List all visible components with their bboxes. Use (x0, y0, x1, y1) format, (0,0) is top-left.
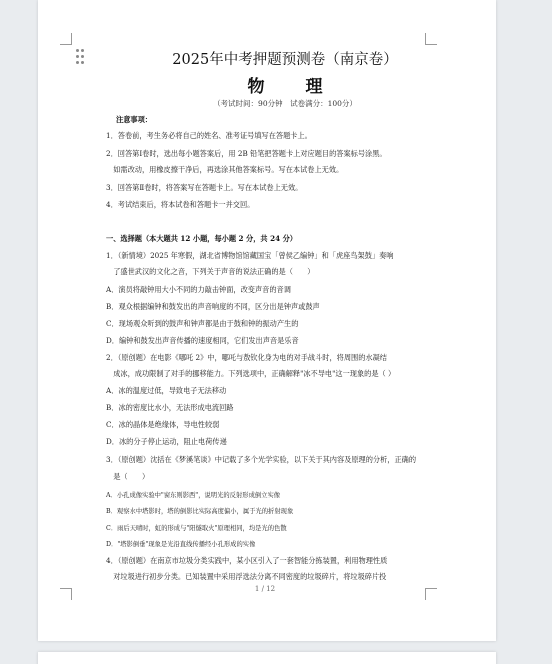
question-2-line: 成冰，成功限制了对手的挪移能力。下列选项中，正确解释"冰不导电"这一现象的是（ ） (106, 369, 396, 378)
question-2-line: 2．（原创题）在电影《哪吒 2》中，哪吒与敖钦化身为电的对手战斗时，将周围的水凝结 (106, 353, 387, 362)
note-line: 1．答卷前，考生务必将自己的姓名、准考证号填写在答题卡上。 (106, 131, 312, 140)
crop-mark-bottom-left (60, 588, 72, 600)
subject-heading: 物 理 (247, 77, 335, 97)
question-3-line: 3．（原创题）沈括在《梦溪笔谈》中记载了多个光学实验，以下关于其内容及原理的分析，正确的 (106, 455, 417, 464)
question-2-option: D．冰的分子停止运动，阻止电荷传递 (106, 437, 227, 446)
drag-handle-icon[interactable] (76, 49, 86, 65)
exam-info: （考试时间：90分钟 试卷满分：100分） (213, 99, 357, 108)
question-3-option: C．雨后天晴时，虹的形成与"阳燧取火"原理相同，均是光的色散 (106, 525, 287, 532)
note-line: 4．考试结束后，将本试卷和答题卡一并交回。 (106, 200, 255, 209)
question-3-option: D．"塔影倒垂"现象是光沿直线传播经小孔形成的实像 (106, 541, 256, 548)
notes-heading: 注意事项： (116, 115, 152, 124)
question-1-option: C．现场观众听到的鼓声和钟声都是由于鼓和钟的振动产生的 (106, 319, 299, 328)
question-3-option: A．小孔成像实验中"窗东则影西"，说明光的反射形成倒立实像 (106, 492, 281, 499)
question-4-line: 对垃圾进行初步分类。已知装置中采用浮选法分离不同密度的垃圾碎片，将垃圾碎片投 (106, 572, 387, 581)
crop-mark-top-left (60, 33, 72, 45)
question-2-option: C．冰的晶体是绝缘体，导电性较弱 (106, 420, 220, 429)
question-1-line: 了盛世武汉的文化之音，下列关于声音的说法正确的是（ ） (106, 267, 315, 276)
question-3-option: B．观察水中塔影时，塔的倒影比实际高度偏小，属于光的折射现象 (106, 508, 294, 515)
note-line: 3．回答第Ⅱ卷时，将答案写在答题卡上。写在本试卷上无效。 (106, 183, 303, 192)
note-line: 如需改动，用橡皮擦干净后，再选涂其他答案标号。写在本试卷上无效。 (106, 165, 344, 174)
crop-mark-bottom-right (425, 588, 437, 600)
question-2-option: B．冰的密度比水小，无法形成电流回路 (106, 403, 234, 412)
document-title: 2025年中考押题预测卷（南京卷） (172, 52, 398, 68)
crop-mark-top-right (425, 33, 437, 45)
question-1-line: 1．（新情境）2025 年寒假，湖北省博物馆馆藏国宝「曾侯乙编钟」和「虎座鸟架鼓」奏响 (106, 251, 394, 260)
question-1-option: A．演员将敲钟用大小不同的力敲击钟面，改变声音的音调 (106, 285, 291, 294)
question-2-option: A．冰的温度过低，导致电子无法移动 (106, 386, 227, 395)
question-1-option: D．编钟和鼓发出声音传播的速度相同，它们发出声音是乐音 (106, 336, 299, 345)
page-number: 1 / 12 (254, 585, 276, 593)
question-1-option: B．观众根据编钟和鼓发出的声音响度的不同，区分出是钟声或鼓声 (106, 302, 320, 311)
question-3-line: 是（ ） (106, 472, 150, 481)
next-document-page (38, 652, 496, 664)
question-4-line: 4．（原创题）在南京市垃圾分类实践中，某小区引入了一套智能分拣装置，利用物理性质 (106, 556, 388, 565)
section-heading: 一、选择题（本大题共 12 小题，每小题 2 分，共 24 分） (106, 234, 297, 243)
note-line: 2．回答第Ⅰ卷时，选出每小题答案后，用 2B 铅笔把答题卡上对应题目的答案标号涂黑。 (106, 149, 387, 158)
